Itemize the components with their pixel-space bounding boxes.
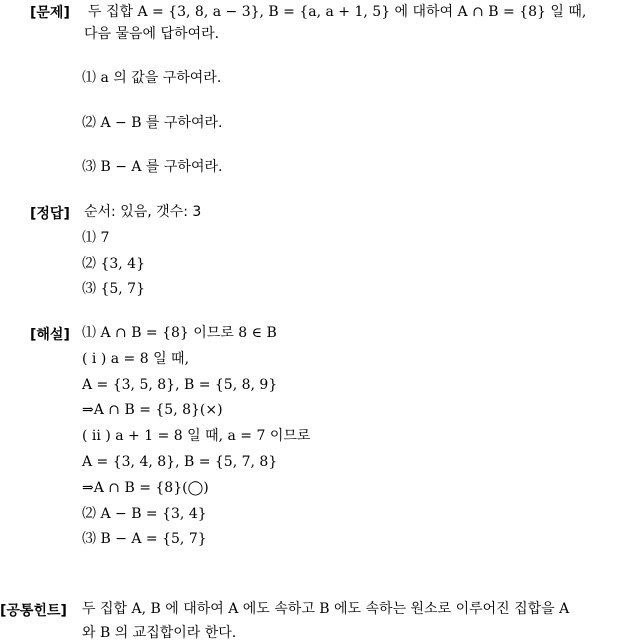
problem-intro-line1: 두 집합 A = {3, 8, a − 3}, B = {a, a + 1, 5} 에 대하여 A ∩ B = {8} 일 때, xyxy=(88,4,587,20)
problem-question-3: ⑶ B − A 를 구하여라. xyxy=(82,159,223,175)
hint-tag: [공통힌트] xyxy=(0,603,67,619)
solution-line-7: ⇒A ∩ B = {8}(◯) xyxy=(82,480,209,496)
answer-tag: [정답] xyxy=(30,206,70,222)
answer-item-2: ⑵ {3, 4} xyxy=(82,256,145,272)
hint-line2: 와 B 의 교집합이라 한다. xyxy=(82,625,237,641)
answer-item-3: ⑶ {5, 7} xyxy=(82,281,145,297)
solution-line-9: ⑶ B − A = {5, 7} xyxy=(82,531,207,547)
solution-line-5: ( ii ) a + 1 = 8 일 때, a = 7 이므로 xyxy=(82,428,311,444)
hint-line1: 두 집합 A, B 에 대하여 A 에도 속하고 B 에도 속하는 원소로 이루어진 집합을 A xyxy=(82,601,570,617)
answer-item-1: ⑴ 7 xyxy=(82,230,110,246)
problem-question-1: ⑴ a 의 값을 구하여라. xyxy=(82,70,222,86)
solution-line-8: ⑵ A − B = {3, 4} xyxy=(82,506,207,522)
solution-line-3: A = {3, 5, 8}, B = {5, 8, 9} xyxy=(82,377,278,393)
problem-intro-line2: 다음 물음에 답하여라. xyxy=(84,26,220,42)
solution-line-2: ( i ) a = 8 일 때, xyxy=(82,351,190,367)
solution-line-4: ⇒A ∩ B = {5, 8}(×) xyxy=(82,402,223,418)
problem-question-2: ⑵ A − B 를 구하여라. xyxy=(82,115,223,131)
solution-line-1: ⑴ A ∩ B = {8} 이므로 8 ∈ B xyxy=(82,325,277,341)
solution-tag: [해설] xyxy=(30,327,70,343)
problem-tag: [문제] xyxy=(30,5,70,21)
solution-line-6: A = {3, 4, 8}, B = {5, 7, 8} xyxy=(82,454,278,470)
answer-meta: 순서: 있음, 갯수: 3 xyxy=(84,204,202,220)
